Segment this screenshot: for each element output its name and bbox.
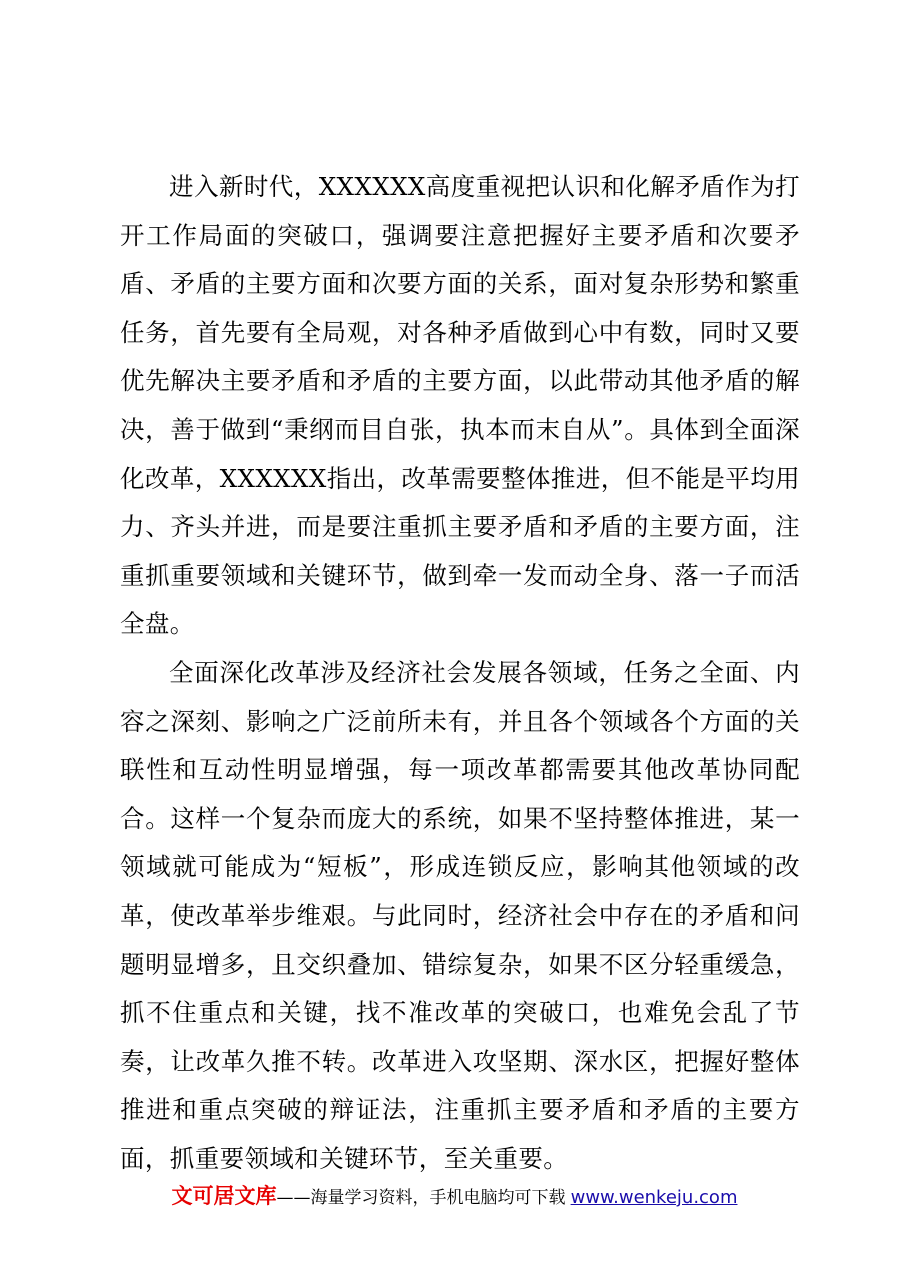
footer-site-link[interactable]: www.wenkeju.com bbox=[570, 1187, 738, 1208]
document-body bbox=[120, 163, 800, 1183]
footer-tagline: ——海量学习资料，手机电脑均可下载 bbox=[276, 1188, 566, 1208]
paragraph-2: 全面深化改革涉及经济社会发展各领域，任务之全面、内容之深刻、影响之广泛前所未有，并且各个领域各个方面的关联性和互动性明显增强，每一项改革都需要其他改革协同配合。这样一个复杂而庞大的系统，如果不坚持整体推进，某一领域就可能成为“短板”，形成连锁反应，影响其他领域的改革，使改革举步维艰。与此同时，经济社会中存在的矛盾和问题明显增多，且交织叠加、错综复杂，如果不区分轻重缓急，抓不住重点和关键，找不准改革的突破口，也难免会乱了节奏，让改革久推不转。改革进入攻坚期、深水区，把握好整体推进和重点突破的辩证法，注重抓主要矛盾和矛盾的主要方面，抓重要领域和关键环节，至关重要。 bbox=[120, 657, 800, 1173]
footer-brand: 文可居文库 bbox=[171, 1184, 277, 1208]
paragraph-1: 进入新时代，XXXXXX高度重视把认识和化解矛盾作为打开工作局面的突破口，强调要注意把握好主要矛盾和次要矛盾、矛盾的主要方面和次要方面的关系，面对复杂形势和繁重任务，首先要有全局观，对各种矛盾做到心中有数，同时又要优先解决主要矛盾和矛盾的主要方面，以此带动其他矛盾的解决，善于做到“秉纲而目自张，执本而末自从”。具体到全面深化改革，XXXXXX指出，改革需要整体推进，但不能是平均用力、齐头并进，而是要注重抓主要矛盾和矛盾的主要方面，注重抓重要领域和关键环节，做到牵一发而动全身、落一子而活全盘。 bbox=[120, 172, 800, 639]
footer-banner bbox=[0, 1180, 909, 1210]
